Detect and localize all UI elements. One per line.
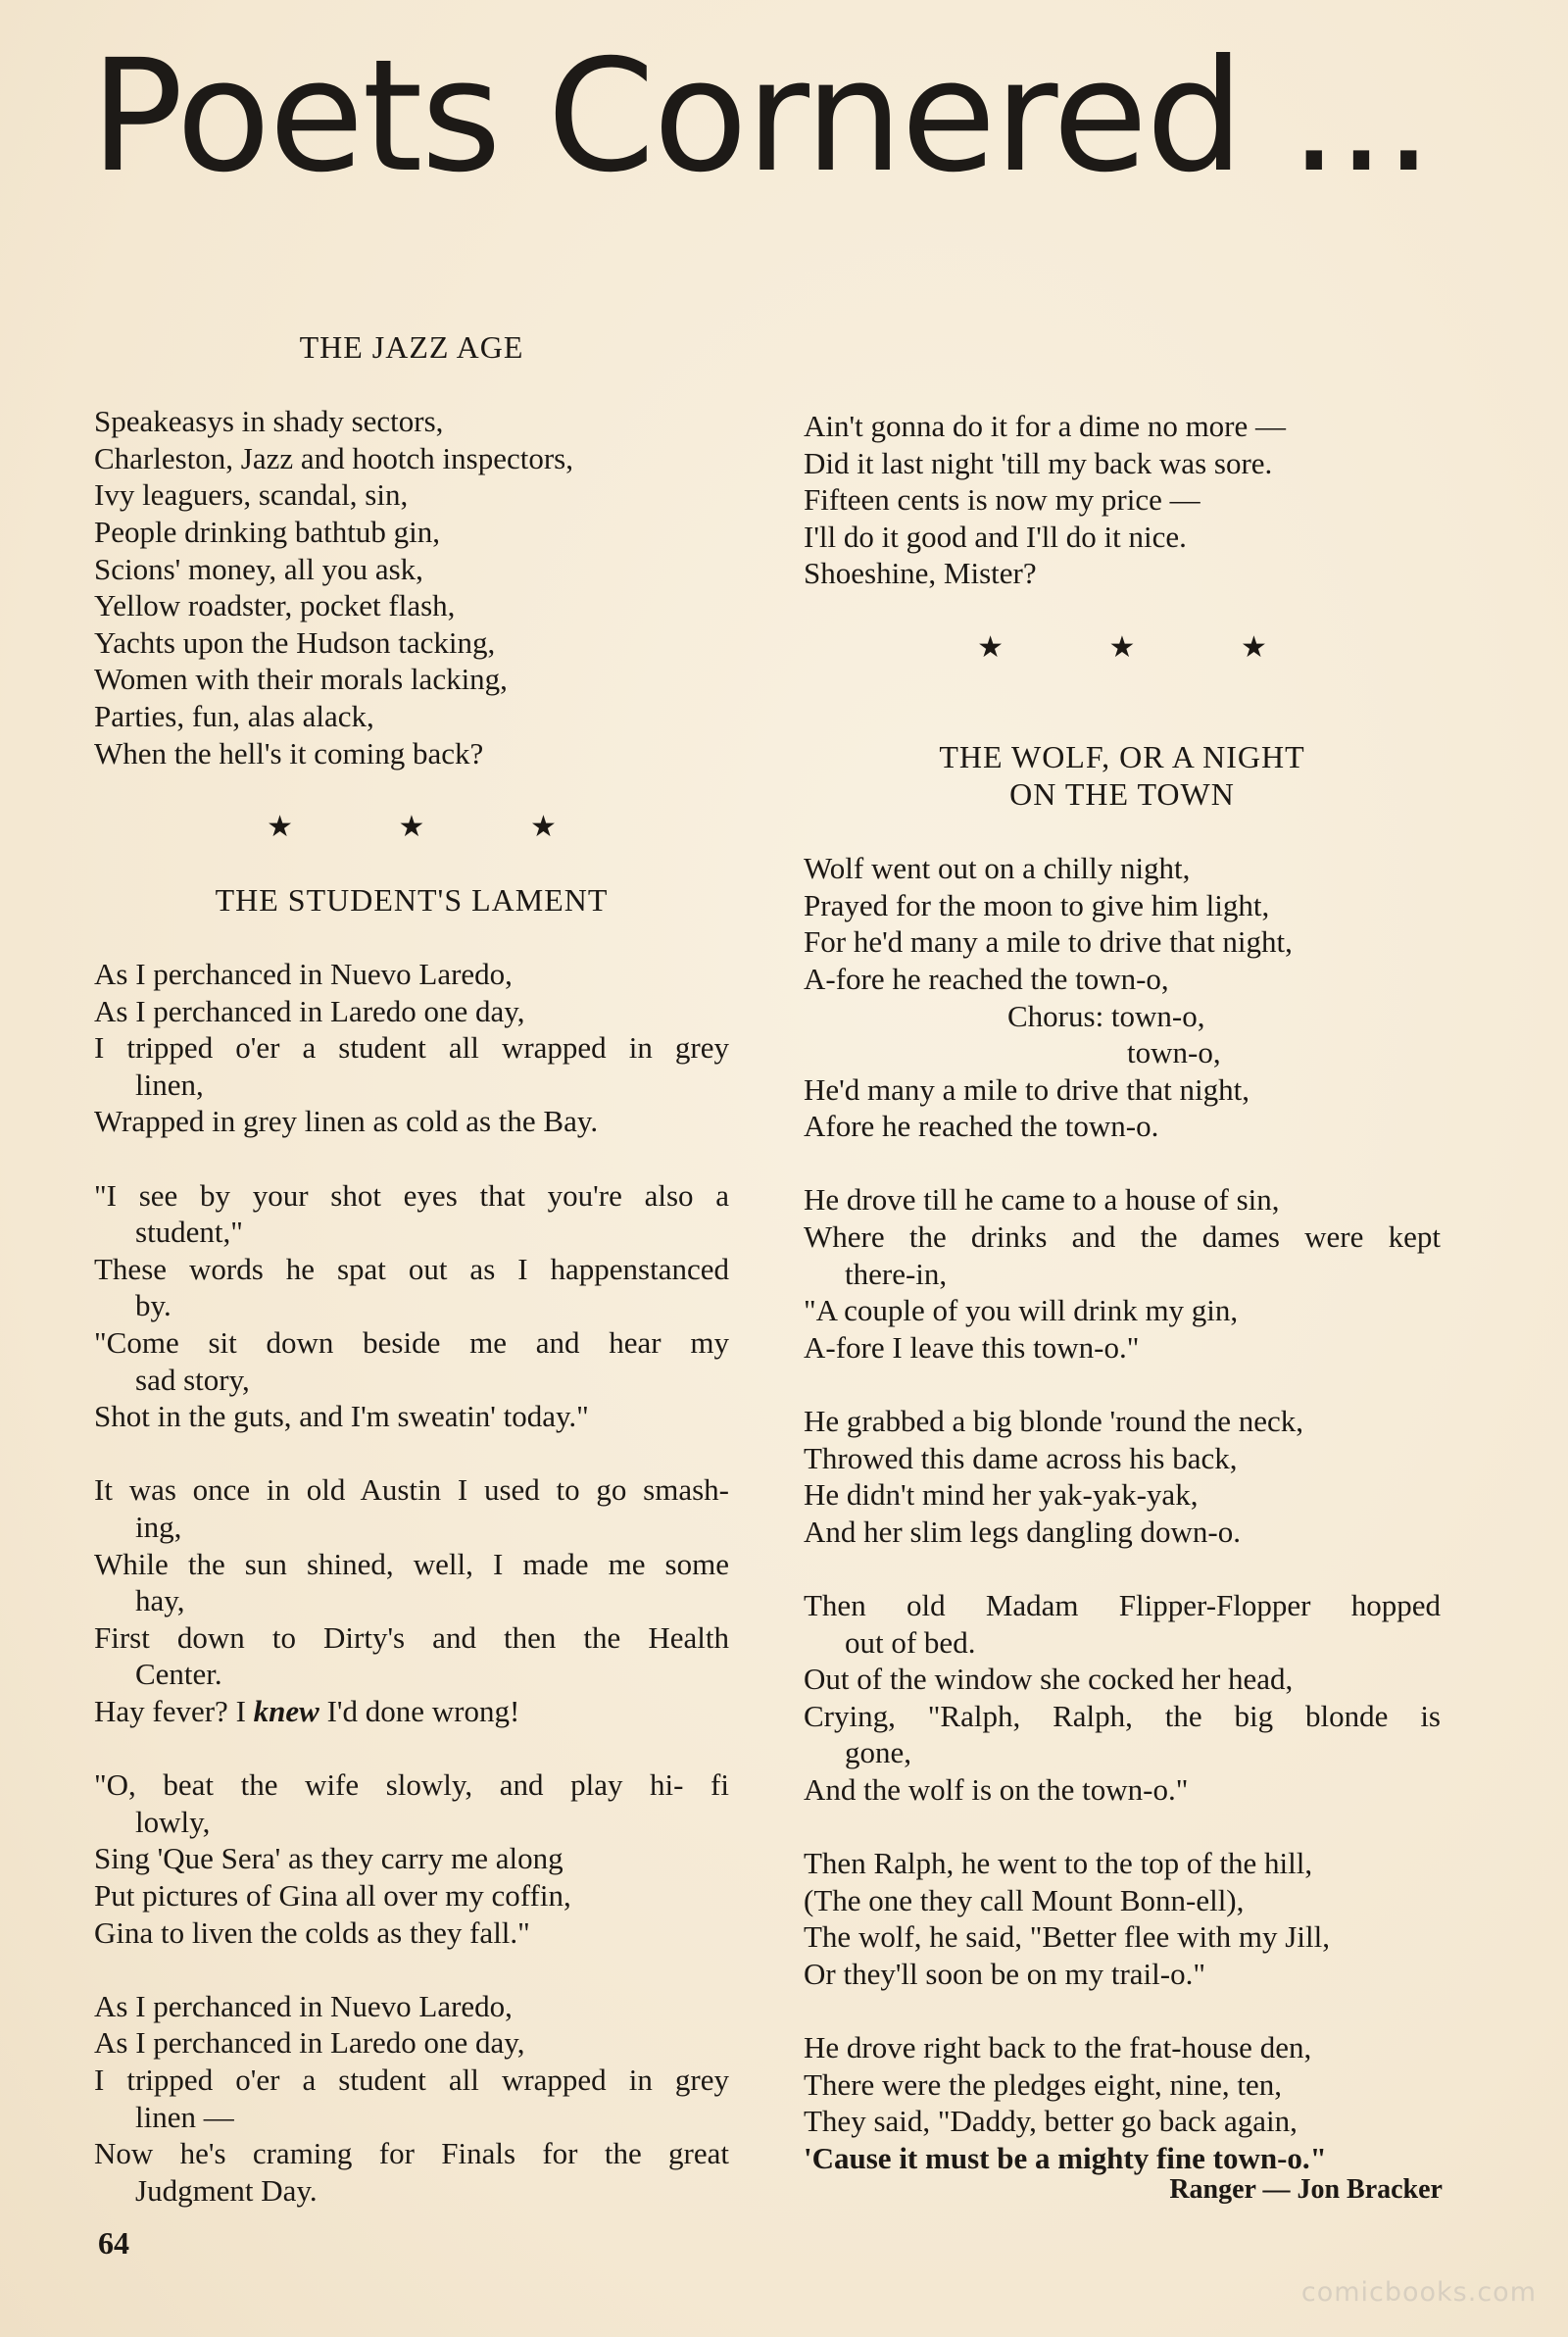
stanza-lament-5 [94, 1988, 729, 2210]
poem-title-line: THE WOLF, OR A NIGHT [939, 739, 1305, 775]
poem-line: Ivy leaguers, scandal, sin, [94, 477, 409, 513]
poem-line: As I perchanced in Laredo one day, [94, 993, 525, 1028]
poem-line: And her slim legs dangling down-o. [804, 1514, 1242, 1549]
stanza-lament-1 [94, 956, 729, 1140]
poem-line: sad story, [135, 1362, 250, 1397]
poem-line: (The one they call Mount Bonn-ell), [804, 1882, 1245, 1917]
poem-line: linen, [135, 1067, 204, 1102]
poem-line [94, 1693, 729, 1730]
poem-line: Did it last night 'till my back was sore. [804, 445, 1273, 480]
poem-line: linen — [135, 2099, 234, 2134]
poem-line: These words he spat out as I happenstanced [94, 1251, 729, 1286]
poem-line: gone, [845, 1735, 912, 1770]
poem-line: A-fore I leave this town-o." [804, 1329, 1140, 1365]
stanza-jazz-age [94, 403, 729, 771]
poem-line: "Come sit down beside me and hear my [94, 1325, 729, 1361]
poem-line: As I perchanced in Nuevo Laredo, [94, 1988, 513, 2023]
stanza-shoeshine [804, 408, 1441, 592]
poem-line: He'd many a mile to drive that night, [804, 1071, 1250, 1107]
poem-line: Prayed for the moon to give him light, [804, 887, 1270, 922]
poem-line: Afore he reached the town-o. [804, 1109, 1159, 1144]
poem-line: Then Ralph, he went to the top of the hill, [804, 1846, 1313, 1881]
poem-line: ing, [135, 1510, 182, 1544]
poem-line: town-o, [1127, 1035, 1221, 1070]
poem-line: For he'd many a mile to drive that night, [804, 924, 1293, 960]
poem-line: lowly, [135, 1804, 211, 1839]
stanza-lament-4 [94, 1766, 729, 1951]
poem-line: "A couple of you will drink my gin, [804, 1293, 1239, 1328]
poem-line: Now he's craming for Finals for the great [94, 2136, 729, 2171]
poem-line: student," [135, 1215, 243, 1250]
poem-line: I'll do it good and I'll do it nice. [804, 519, 1187, 554]
poem-line: Scions' money, all you ask, [94, 551, 423, 586]
poem-line: Women with their morals lacking, [94, 662, 508, 697]
poem-line: A-fore he reached the town-o, [804, 961, 1169, 996]
poem-line: It was once in old Austin I used to go smash- [94, 1472, 729, 1508]
poem-line: 'Cause it must be a mighty fine town-o." [804, 2140, 1327, 2175]
poem-line: When the hell's it coming back? [94, 735, 484, 771]
author-credit: Ranger — Jon Bracker [1169, 2174, 1443, 2205]
page-number: 64 [98, 2225, 129, 2261]
poem-title-students-lament: THE STUDENT'S LAMENT [215, 881, 609, 918]
line-part: Hay fever? I [94, 1693, 254, 1728]
poem-line: Or they'll soon be on my trail-o." [804, 1956, 1205, 1991]
poem-line: Crying, "Ralph, Ralph, the big blonde is [804, 1698, 1441, 1733]
right-column [804, 408, 1441, 2213]
poem-line: Where the drinks and the dames were kept [804, 1219, 1441, 1255]
poem-line: there-in, [845, 1256, 948, 1291]
watermark: comicbooks.com [1300, 2277, 1537, 2308]
stanza-wolf-3 [804, 1403, 1441, 1550]
poem-line: Shot in the guts, and I'm sweatin' today." [94, 1399, 589, 1434]
stanza-wolf-2 [804, 1181, 1441, 1366]
poem-line: Wrapped in grey linen as cold as the Bay. [94, 1104, 599, 1139]
poem-line: Chorus: town-o, [1007, 998, 1205, 1033]
poem-line: I tripped o'er a student all wrapped in grey [94, 1030, 729, 1066]
stanza-lament-2 [94, 1177, 729, 1435]
poem-line: He drove till he came to a house of sin, [804, 1182, 1280, 1218]
poem-line: I tripped o'er a student all wrapped in grey [94, 2062, 729, 2097]
poem-line: Charleston, Jazz and hootch inspectors, [94, 440, 573, 475]
poem-line: Throwed this dame across his back, [804, 1440, 1238, 1475]
poem-line: "O, beat the wife slowly, and play hi- fi [94, 1767, 729, 1803]
poem-line: Speakeasys in shady sectors, [94, 404, 444, 439]
poem-title-jazz-age: THE JAZZ AGE [299, 329, 524, 365]
poem-line: Put pictures of Gina all over my coffin, [94, 1877, 571, 1913]
poem-title-wolf [804, 739, 1441, 813]
poem-line: Judgment Day. [135, 2172, 318, 2208]
page-title: Poets Cornered ... [90, 26, 1432, 207]
poem-line: hay, [135, 1583, 185, 1618]
poem-line: Wolf went out on a chilly night, [804, 851, 1191, 886]
poem-line: by. [135, 1288, 172, 1323]
poem-line: There were the pledges eight, nine, ten, [804, 2066, 1283, 2102]
poem-line: "I see by your shot eyes that you're also a [94, 1177, 729, 1213]
poem-line: While the sun shined, well, I made me some [94, 1546, 729, 1581]
poem-line: Yachts upon the Hudson tacking, [94, 624, 496, 660]
poem-title-line: ON THE TOWN [1009, 775, 1235, 812]
poem-line: As I perchanced in Laredo one day, [94, 2025, 525, 2061]
left-column [94, 329, 729, 2246]
line-part: I'd done wrong! [318, 1693, 520, 1728]
poem-line: The wolf, he said, "Better flee with my Jill, [804, 1919, 1330, 1955]
poem-line: Shoeshine, Mister? [804, 556, 1037, 591]
stanza-wolf-5 [804, 1845, 1441, 1992]
star-separator: ★ ★ ★ [977, 630, 1316, 664]
poem-line: Gina to liven the colds as they fall." [94, 1914, 530, 1950]
star-separator: ★ ★ ★ [267, 810, 606, 843]
poem-line: Yellow roadster, pocket flash, [94, 588, 456, 623]
poem-line: Out of the window she cocked her head, [804, 1662, 1294, 1697]
poem-line: They said, "Daddy, better go back again, [804, 2104, 1298, 2139]
poem-line: He drove right back to the frat-house den, [804, 2030, 1312, 2065]
poem-line: First down to Dirty's and then the Health [94, 1619, 729, 1655]
poem-line: He grabbed a big blonde 'round the neck, [804, 1404, 1304, 1439]
stanza-lament-3 [94, 1471, 729, 1729]
poem-line: People drinking bathtub gin, [94, 514, 441, 549]
poem-line: Then old Madam Flipper-Flopper hopped [804, 1588, 1441, 1622]
stanza-wolf-4 [804, 1587, 1441, 1809]
poem-line: Center. [135, 1657, 222, 1692]
poem-line: Fifteen cents is now my price — [804, 482, 1200, 518]
stanza-wolf-1 [804, 850, 1441, 1145]
poem-line: out of bed. [845, 1624, 976, 1660]
poem-line: He didn't mind her yak-yak-yak, [804, 1477, 1199, 1513]
poem-line: Sing 'Que Sera' as they carry me along [94, 1841, 564, 1876]
emphasis-word: knew [253, 1693, 319, 1728]
poem-line: Ain't gonna do it for a dime no more — [804, 409, 1287, 443]
stanza-wolf-6 [804, 2029, 1441, 2176]
poem-line: And the wolf is on the town-o." [804, 1771, 1189, 1807]
poem-line: Parties, fun, alas alack, [94, 698, 374, 733]
poem-line: As I perchanced in Nuevo Laredo, [94, 957, 513, 992]
